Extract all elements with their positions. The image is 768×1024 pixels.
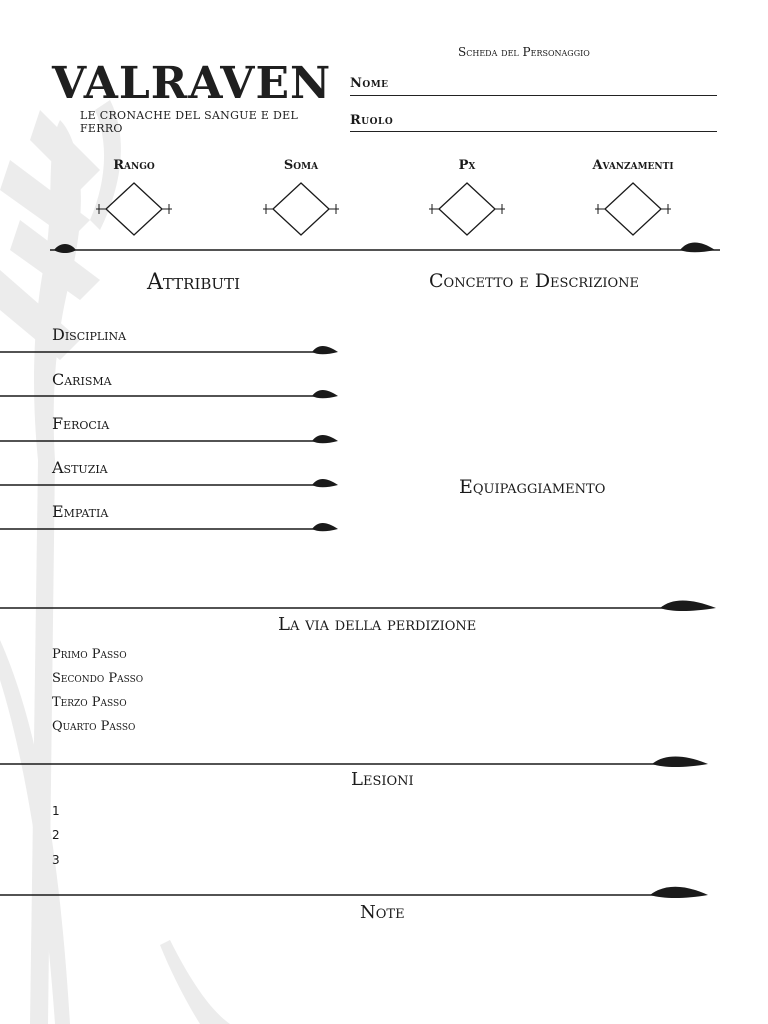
wound-number: 3	[52, 853, 60, 867]
attribute-label: Empatia	[52, 502, 109, 521]
concept-title: Concetto e Descrizione	[429, 270, 640, 292]
attribute-line[interactable]	[0, 431, 340, 447]
logo-subtitle: LE CRONACHE DEL SANGUE E DEL FERRO	[80, 109, 299, 135]
equipment-title: Equipaggiamento	[459, 476, 606, 498]
attribute-line[interactable]	[0, 386, 340, 402]
stat-box-avanzamenti[interactable]	[593, 180, 673, 240]
role-label: Ruolo	[350, 113, 394, 128]
path-step-label: Quarto Passo	[52, 719, 136, 734]
path-step-label: Primo Passo	[52, 647, 127, 662]
path-step-label: Secondo Passo	[52, 671, 144, 686]
name-field-line[interactable]	[350, 95, 717, 96]
name-label: Nome	[350, 76, 389, 91]
notes-title: Note	[360, 902, 405, 923]
stat-box-px[interactable]	[427, 180, 507, 240]
stat-box-rango[interactable]	[94, 180, 174, 240]
stat-label-rango: Rango	[113, 158, 155, 173]
attribute-line[interactable]	[0, 519, 340, 535]
stat-label-avanzamenti: Avanzamenti	[592, 158, 674, 173]
attribute-label: Astuzia	[52, 458, 108, 477]
path-step-label: Terzo Passo	[52, 695, 127, 710]
attributes-title: Attributi	[147, 270, 240, 295]
role-field-line[interactable]	[350, 131, 717, 132]
stat-label-soma: Soma	[283, 158, 319, 173]
attribute-line[interactable]	[0, 342, 340, 358]
path-title: La via della perdizione	[278, 614, 477, 635]
attribute-label: Disciplina	[52, 325, 127, 344]
sheet-title: Scheda del Personaggio	[458, 45, 590, 59]
wounds-title: Lesioni	[351, 769, 414, 790]
notes-divider	[0, 884, 720, 902]
stat-label-px: Px	[458, 158, 476, 173]
header-divider	[50, 238, 720, 260]
attribute-label: Ferocia	[52, 414, 110, 433]
wound-number: 2	[52, 828, 60, 842]
logo-wordmark: VALRAVEN	[52, 58, 332, 109]
wound-number: 1	[52, 804, 60, 818]
attribute-label: Carisma	[52, 370, 112, 389]
stat-box-soma[interactable]	[261, 180, 341, 240]
valraven-logo	[52, 48, 342, 138]
attribute-line[interactable]	[0, 475, 340, 491]
